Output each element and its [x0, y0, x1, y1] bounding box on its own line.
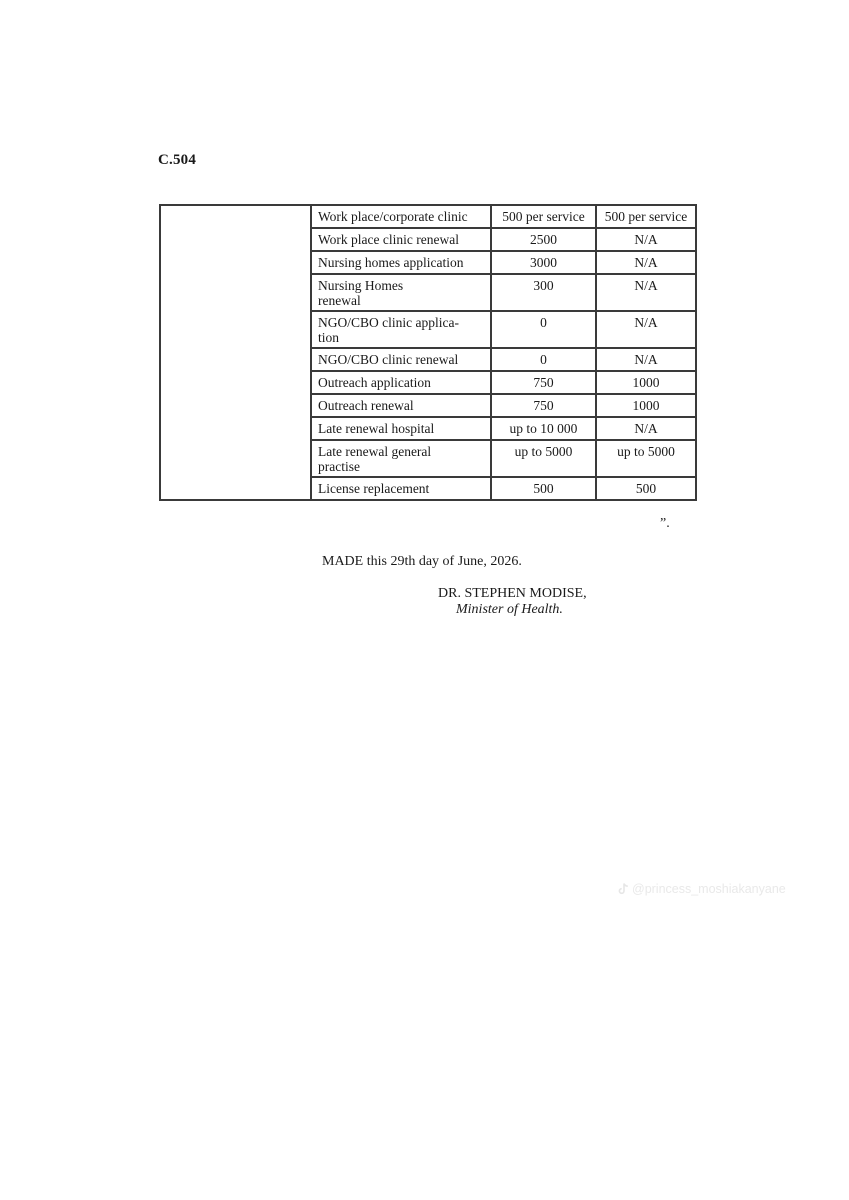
service-cell: Outreach application — [311, 371, 491, 394]
watermark-handle: @princess_moshiakanyane — [632, 882, 786, 896]
tiktok-icon — [618, 883, 629, 895]
fee-cell-secondary: 1000 — [596, 371, 696, 394]
fee-cell-secondary: N/A — [596, 417, 696, 440]
fee-cell: 2500 — [491, 228, 596, 251]
service-cell: License replacement — [311, 477, 491, 500]
fee-cell: up to 5000 — [491, 440, 596, 477]
closing-quote: ”. — [660, 516, 670, 531]
watermark — [618, 882, 786, 896]
service-cell: Nursing homes application — [311, 251, 491, 274]
fee-cell: 0 — [491, 311, 596, 348]
made-date-line: MADE this 29th day of June, 2026. — [322, 554, 522, 569]
service-cell: NGO/CBO clinic renewal — [311, 348, 491, 371]
service-cell: Outreach renewal — [311, 394, 491, 417]
fee-cell-secondary: N/A — [596, 274, 696, 311]
fee-cell: 750 — [491, 394, 596, 417]
fee-cell: 300 — [491, 274, 596, 311]
service-cell: Late renewal general practise — [311, 440, 491, 477]
fee-cell: 0 — [491, 348, 596, 371]
fee-cell: up to 10 000 — [491, 417, 596, 440]
fee-cell-secondary: 500 per service — [596, 205, 696, 228]
fee-cell: 500 — [491, 477, 596, 500]
table-row — [160, 205, 696, 228]
fee-cell: 3000 — [491, 251, 596, 274]
fee-cell-secondary: N/A — [596, 251, 696, 274]
fee-cell-secondary: 1000 — [596, 394, 696, 417]
fee-cell-secondary: N/A — [596, 311, 696, 348]
service-cell: Work place/corporate clinic — [311, 205, 491, 228]
fee-cell-secondary: N/A — [596, 348, 696, 371]
service-cell: Late renewal hospital — [311, 417, 491, 440]
service-cell: Work place clinic renewal — [311, 228, 491, 251]
service-cell: Nursing Homes renewal — [311, 274, 491, 311]
fee-cell-secondary: 500 — [596, 477, 696, 500]
service-cell: NGO/CBO clinic applica- tion — [311, 311, 491, 348]
fee-cell-secondary: N/A — [596, 228, 696, 251]
fee-cell: 750 — [491, 371, 596, 394]
page-reference: C.504 — [158, 152, 197, 168]
category-cell — [160, 205, 311, 500]
fee-table-body — [160, 205, 696, 500]
fee-cell-secondary: up to 5000 — [596, 440, 696, 477]
signatory-name: DR. STEPHEN MODISE, — [438, 586, 587, 601]
fee-table — [159, 204, 697, 501]
fee-cell: 500 per service — [491, 205, 596, 228]
signatory-title: Minister of Health. — [456, 602, 563, 617]
